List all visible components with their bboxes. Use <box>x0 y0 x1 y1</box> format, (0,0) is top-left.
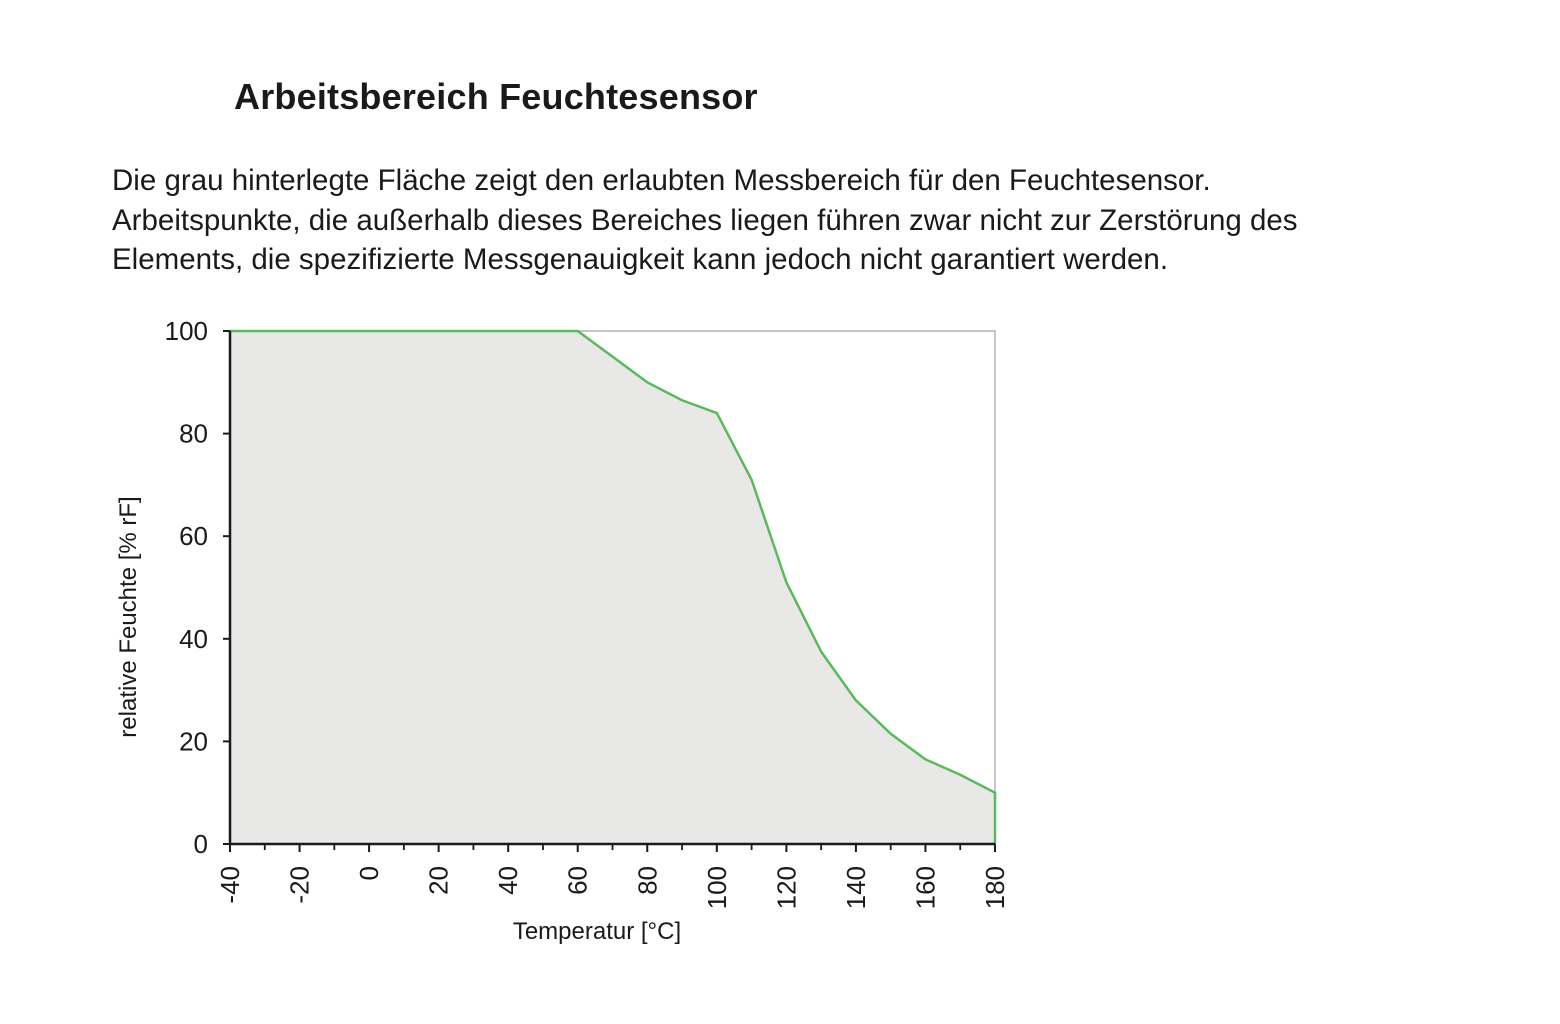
x-tick-label: 80 <box>632 866 663 895</box>
x-tick-label: 60 <box>562 866 593 895</box>
description-line: Elements, die spezifizierte Messgenauigkeit kann jedoch nicht garantiert werden. <box>112 243 1169 276</box>
x-tick-label: -20 <box>284 866 315 904</box>
x-axis-title: Temperatur [°C] <box>512 918 682 945</box>
y-tick-label: 100 <box>164 316 208 346</box>
description-line: Die grau hinterlegte Fläche zeigt den erlaubten Messbereich für den Feuchtesensor. <box>112 164 1211 197</box>
x-tick-label: 100 <box>701 866 732 910</box>
y-tick-label: 80 <box>179 418 208 449</box>
y-axis-title: relative Feuchte [% rF] <box>115 496 142 738</box>
x-tick-label: 140 <box>840 866 871 910</box>
description-line: Arbeitspunkte, die außerhalb dieses Bereiches liegen führen zwar nicht zur Zerstörung des <box>112 203 1298 237</box>
y-tick-label: 0 <box>193 829 208 859</box>
y-tick-label: 20 <box>179 726 208 757</box>
x-tick-label: 160 <box>910 866 941 910</box>
x-tick-label: 0 <box>354 866 385 881</box>
x-tick-label: -40 <box>215 866 245 904</box>
page-title: Arbeitsbereich Feuchtesensor <box>234 76 758 117</box>
x-tick-label: 180 <box>980 866 1010 910</box>
x-tick-label: 20 <box>423 866 454 895</box>
x-tick-label: 40 <box>493 866 524 895</box>
x-tick-label: 120 <box>771 866 802 910</box>
y-tick-label: 60 <box>179 521 208 552</box>
y-tick-label: 40 <box>179 623 208 654</box>
